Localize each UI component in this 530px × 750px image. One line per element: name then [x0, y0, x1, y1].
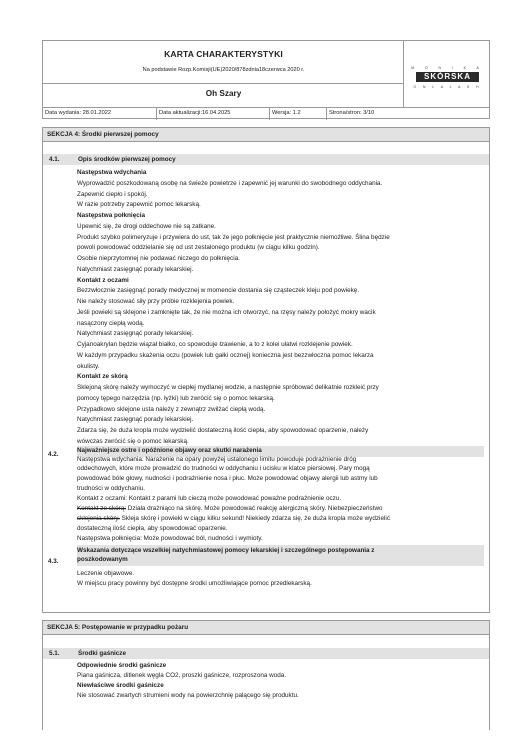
subsection-title: Środki gaśnicze — [78, 650, 126, 657]
text-line: Sklejoną skórę należy wymoczyć w ciepłej mydlanej wodzie, a następnie spróbować delikatnie rozkleić przy — [77, 384, 379, 391]
subsection-4-3-title-line2: poszkodowanym — [77, 556, 128, 563]
update-date: Data aktualizacji:16.04.2025 — [156, 108, 269, 120]
text-heading: Niewłaściwe środki gaśnicze — [77, 682, 164, 689]
subsection-4-3-title-line1: Wskazania dotyczące wszelkiej natychmiastowej pomocy lekarskiej i szczególnego postępowania z — [77, 547, 375, 554]
text-heading: Odpowiednie środki gaśnicze — [77, 662, 167, 669]
text-line — [77, 505, 383, 513]
text-line: Zdarza się, że duża kropla może wydzielić dostateczną ilość ciepła, aby spowodować oparzenie, należy — [77, 427, 369, 434]
text-line: Produkt szybko polimeryzuje i przywiera do ust, tak że jego połknięcie jest praktycznie niemożliwe. Ślina będzie — [77, 233, 390, 241]
text-line: okulisty. — [77, 362, 100, 370]
subsection-4-2-title: Najważniejsze ostre i opóźnione objawy oraz skutki narażenia — [77, 447, 262, 454]
struck-text: Kontakt ze skórą: — [77, 505, 127, 512]
text-line: Piana gaśnicza, ditlenek węgla CO2, proszki gaśnicze, rozproszona woda. — [77, 672, 287, 679]
version: Wersja: 1.2 — [269, 108, 326, 120]
subsection-4-1-body — [77, 169, 480, 449]
subsection-4-3-body — [77, 570, 480, 594]
text-span: Skleja skórę i powieki w ciągu kilku sekund! Niekiedy zdarza się, że duża kropla może wydzielić — [119, 515, 390, 522]
subsection-number: 5.1. — [49, 650, 60, 657]
text-heading: Następstwa wdychania — [77, 169, 147, 176]
text-span: Działa drażniąco na skórę. Może powodować reakcję alergiczną skóry. Niebezpieczeństwo — [126, 505, 383, 512]
document-title: KARTA CHARAKTERYSTYKI — [164, 49, 283, 59]
text-line: Osobie nieprzytomnej nie podawać niczego do połknięcia. — [77, 255, 240, 262]
text-line: trudności w oddychaniu. — [77, 485, 146, 492]
page-number: Strona/stron: 3/10 — [326, 108, 489, 120]
section-5-title: SEKCJA 5: Postępowanie w przypadku pożaru — [43, 621, 489, 635]
text-line: nasączony ciepłą wodą. — [77, 319, 145, 327]
text-heading: Kontakt ze skórą — [77, 373, 128, 381]
subsection-number: 4.1. — [49, 156, 60, 163]
text-heading: Kontakt z oczami — [77, 276, 129, 284]
text-line: W każdym przypadku skażenia oczu (powiek lub gałki ocznej) konieczna jest bezzwłoczna pomoc lekarza — [77, 351, 374, 359]
text-line: oddechowych, które może prowadzić do trudności w oddychaniu i ucisku w klatce piersiowej. Pary mogą — [77, 465, 370, 472]
logo-top-text: M O N I K A — [411, 66, 484, 70]
text-line: Bezzwłocznie zasięgnąć porady medycznej w momencie dostania się cząsteczek kleju pod powiekę. — [77, 287, 360, 295]
text-line: Jeśli powieki są sklejone i zamknięte tak, że nie można ich otworzyć, na rzęsy należy położyć mokry wacik — [77, 308, 376, 316]
section-4-title: SEKCJA 4: Środki pierwszej pomocy — [43, 128, 489, 142]
text-line: Wyprowadzić poszkodowaną osobę na świeże powietrze i zapewnić jej warunki do swobodnego oddychania. — [77, 179, 383, 187]
logo-main-text: SKÓRSKA — [416, 72, 479, 82]
subsection-4-3-header — [77, 545, 484, 566]
subsection-5-1-body — [77, 662, 480, 706]
subsection-4-1-header — [43, 154, 489, 165]
subsection-4-2-number: 4.2. — [48, 451, 59, 458]
text-line: Natychmiast zasięgnąć porady lekarskiej. — [77, 416, 194, 424]
header-title-block — [43, 41, 404, 107]
document-meta-row — [43, 107, 489, 120]
product-name: Oh Szary — [205, 89, 242, 98]
text-line: powodować bóle głowy, nudności i podrażnienie nosa i płuc. Może powodować objawy alergii lub astmy lub — [77, 475, 378, 482]
text-line: Leczenie objawowe. — [77, 570, 135, 577]
text-line: W miejscu pracy powinny być dostępne środki umożliwiające pomoc przedlekarską. — [77, 580, 312, 587]
subsection-title: Opis środków pierwszej pomocy — [78, 156, 176, 163]
text-line: Przypadkowo sklejone usta należy z zewnątrz zwilżać ciepłą wodą. — [77, 405, 266, 413]
issue-date: Data wydania: 28.01.2022 — [45, 110, 112, 116]
text-line: dostateczną ilość ciepła, aby spowodować oparzenie. — [77, 525, 228, 532]
text-line: Następstwa wdychania: Narażenie na opary powyżej ustalonego limitu powoduje podrażnienie dróg — [77, 456, 357, 463]
text-line: Zapewnić ciepło i spokój. — [77, 190, 148, 198]
text-line — [77, 515, 390, 523]
text-line: Natychmiast zasięgnąć porady lekarskiej. — [77, 330, 194, 338]
subsection-5-1-header — [43, 648, 489, 659]
subsection-4-3-number: 4.3. — [48, 558, 59, 565]
text-line: W razie potrzeby zapewnić pomoc lekarską. — [77, 201, 201, 209]
text-line: Upewnić się, że drogi oddechowe nie są zatkane. — [77, 222, 216, 230]
divider — [43, 83, 404, 84]
text-line: powoli powodować oddzielanie się od ust zestalonego produktu (w ciągu kilku godzin). — [77, 244, 320, 252]
text-line: pomocy tępego narzędzia (np. łyżki) lub zwrócić się o pomoc lekarską. — [77, 394, 275, 402]
logo-bottom-text: O N L A L A S H — [413, 85, 482, 89]
text-heading: Następstwa połknięcia — [77, 212, 146, 219]
struck-text: sklejenia skóry. — [77, 515, 120, 522]
brand-logo — [405, 41, 490, 107]
document-header — [42, 40, 490, 119]
text-line: Nie stosować zwartych strumieni wody na powierzchnię palącego się produktu. — [77, 692, 299, 699]
text-line: Natychmiast zasięgnąć porady lekarskiej. — [77, 265, 194, 273]
subsection-4-2-body — [77, 456, 480, 556]
text-line: Kontakt z oczami: Kontakt z parami lub cieczą może powodować poważne podrażnienie oczu. — [77, 495, 342, 502]
text-line: wówczas zwrócić się o pomoc lekarską. — [77, 437, 189, 445]
text-line: Nie należy stosować siły przy próbie rozklejenia powiek. — [77, 298, 235, 305]
text-line: Cyjanoakrylan będzie wiązał białko, co spowoduje łzawienie, a to z kolei ułatwi rozklejenie powiek. — [77, 341, 353, 348]
regulation-subtitle: Na podstawie Rozp.Komisji(UE)2020/878zdnia18czerwca 2020 r. — [142, 67, 305, 73]
text-line: Następstwa połknięcia: Może powodować ból, nudności i wymioty. — [77, 535, 263, 542]
